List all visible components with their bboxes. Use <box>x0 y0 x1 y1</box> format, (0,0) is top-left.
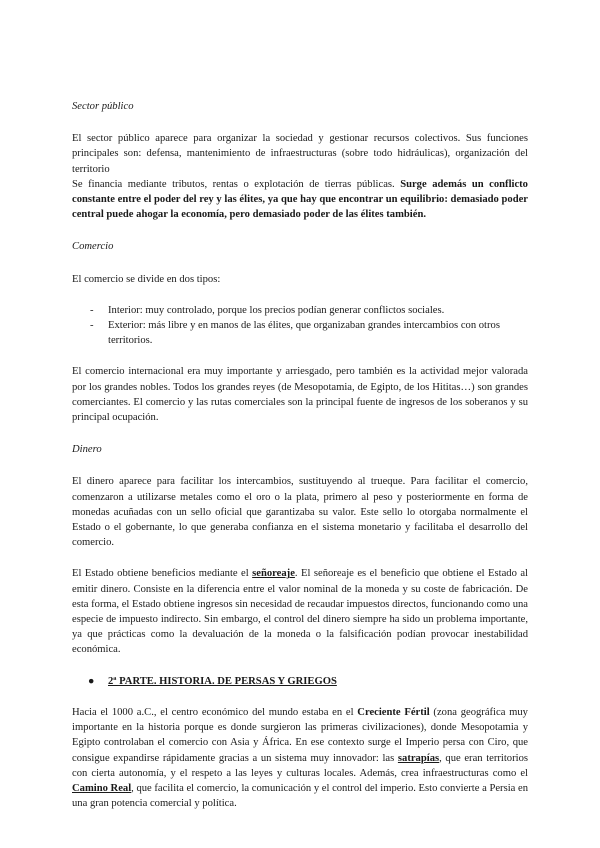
paragraph-sector-publico-functions: El sector público aparece para organizar la sociedad y gestionar recursos colectivos. Sus funciones principales son: defensa, mantenimiento de infraestructuras (sobre todo hidráulicas), organización del territorio <box>72 133 528 175</box>
list-item-exterior: - Exterior: más libre y en manos de las élites, que organizaban grandes intercambios con otros territorios. <box>108 318 528 348</box>
paragraph-persas <box>72 705 528 811</box>
heading-sector-publico: Sector público <box>72 101 134 112</box>
heading-parte-2 <box>72 674 528 689</box>
term-camino-real: Camino Real <box>72 782 132 794</box>
persas-text-1: Hacia el 1000 a.C., el centro económico del mundo estaba en el <box>72 706 358 718</box>
list-item-interior: - Interior: muy controlado, porque los precios podían generar conflictos sociales. <box>108 303 528 318</box>
persas-text-3: , que eran territorios con cierta autonomía, y el respeto a las leyes y culturas locales. Además, crea infraestructuras como el <box>72 752 528 779</box>
paragraph-comercio-internacional: El comercio internacional era muy importante y arriesgado, pero también es la actividad mejor valorada por los grandes nobles. Todos los grandes reyes (de Mesopotamia, de Egipto, de los Hititas…) son grandes comerciantes. El comercio y las rutas comerciales son la principal fuente de ingresos de los soberanos y su principal ocupación. <box>72 366 528 424</box>
term-creciente-fertil: Creciente Fértil <box>357 706 430 718</box>
paragraph-sector-publico-financing <box>72 177 528 223</box>
term-satrapias: satrapías <box>397 752 440 764</box>
heading-comercio: Comercio <box>72 241 114 253</box>
financing-text: Se financia mediante tributos, rentas o explotación de tierras públicas. <box>72 178 401 190</box>
term-senoreaje: señoreaje <box>252 568 295 580</box>
heading-dinero: Dinero <box>72 444 102 456</box>
persas-text-2: (zona geográfica muy importante en la historia porque es donde surgieron las primeras civilizaciones), donde Mesopotamia y Egipto controlaban el comercio con Asia y África. En ese contexto surge el Imperio persa con Ciro, que consigue expandirse rápidamente gracias a un sistema muy innovador: las <box>72 706 528 764</box>
bullet-icon: ● <box>88 675 95 687</box>
paragraph-dinero-origen: El dinero aparece para facilitar los intercambios, sustituyendo al trueque. Para facilitar el comercio, comenzaron a utilizarse metales como el oro o la plata, primero al peso y posteriormente en forma de monedas acuñadas con un sello oficial que garantizaba su valor. Este sello lo otorgaba normalmente el Estado o el gobernante, lo que generaba confianza en el sistema monetario y facilitaba el desarrollo del comercio. <box>72 476 528 549</box>
paragraph-comercio-intro: El comercio se divide en dos tipos: <box>72 273 221 285</box>
heading-parte-2-text: 2ª PARTE. HISTORIA. DE PERSAS Y GRIEGOS <box>108 675 337 687</box>
senoreaje-intro-text: El Estado obtiene beneficios mediante el <box>72 568 253 580</box>
paragraph-dinero-senoreaje <box>72 566 528 657</box>
senoreaje-body-text: . El señoreaje es el beneficio que obtiene el Estado al emitir dinero. Consiste en la diferencia entre el valor nominal de la moneda y su coste de fabricación. De esta forma, el Estado obtiene ingresos sin necesidad de recaudar impuestos directos, funcionando como una especie de impuesto indirecto. Sin embargo, el control del dinero siempre ha sido un problema importante, ya que prácticas como la devaluación de la moneda o la falsificación podían provocar inestabilidad económica. <box>72 568 528 656</box>
conflict-bold-text: Surge además un conflicto constante entre el poder del rey y las élites, ya que hay que encontrar un equilibrio: demasiado poder central puede ahogar la economía, pero demasiado poder de las élites también. <box>72 178 528 221</box>
comercio-types-list <box>72 303 528 349</box>
persas-text-4: , que facilita el comercio, la comunicación y el control del imperio. Esto convierte a Persia en una gran potencia comercial y política. <box>72 782 528 810</box>
